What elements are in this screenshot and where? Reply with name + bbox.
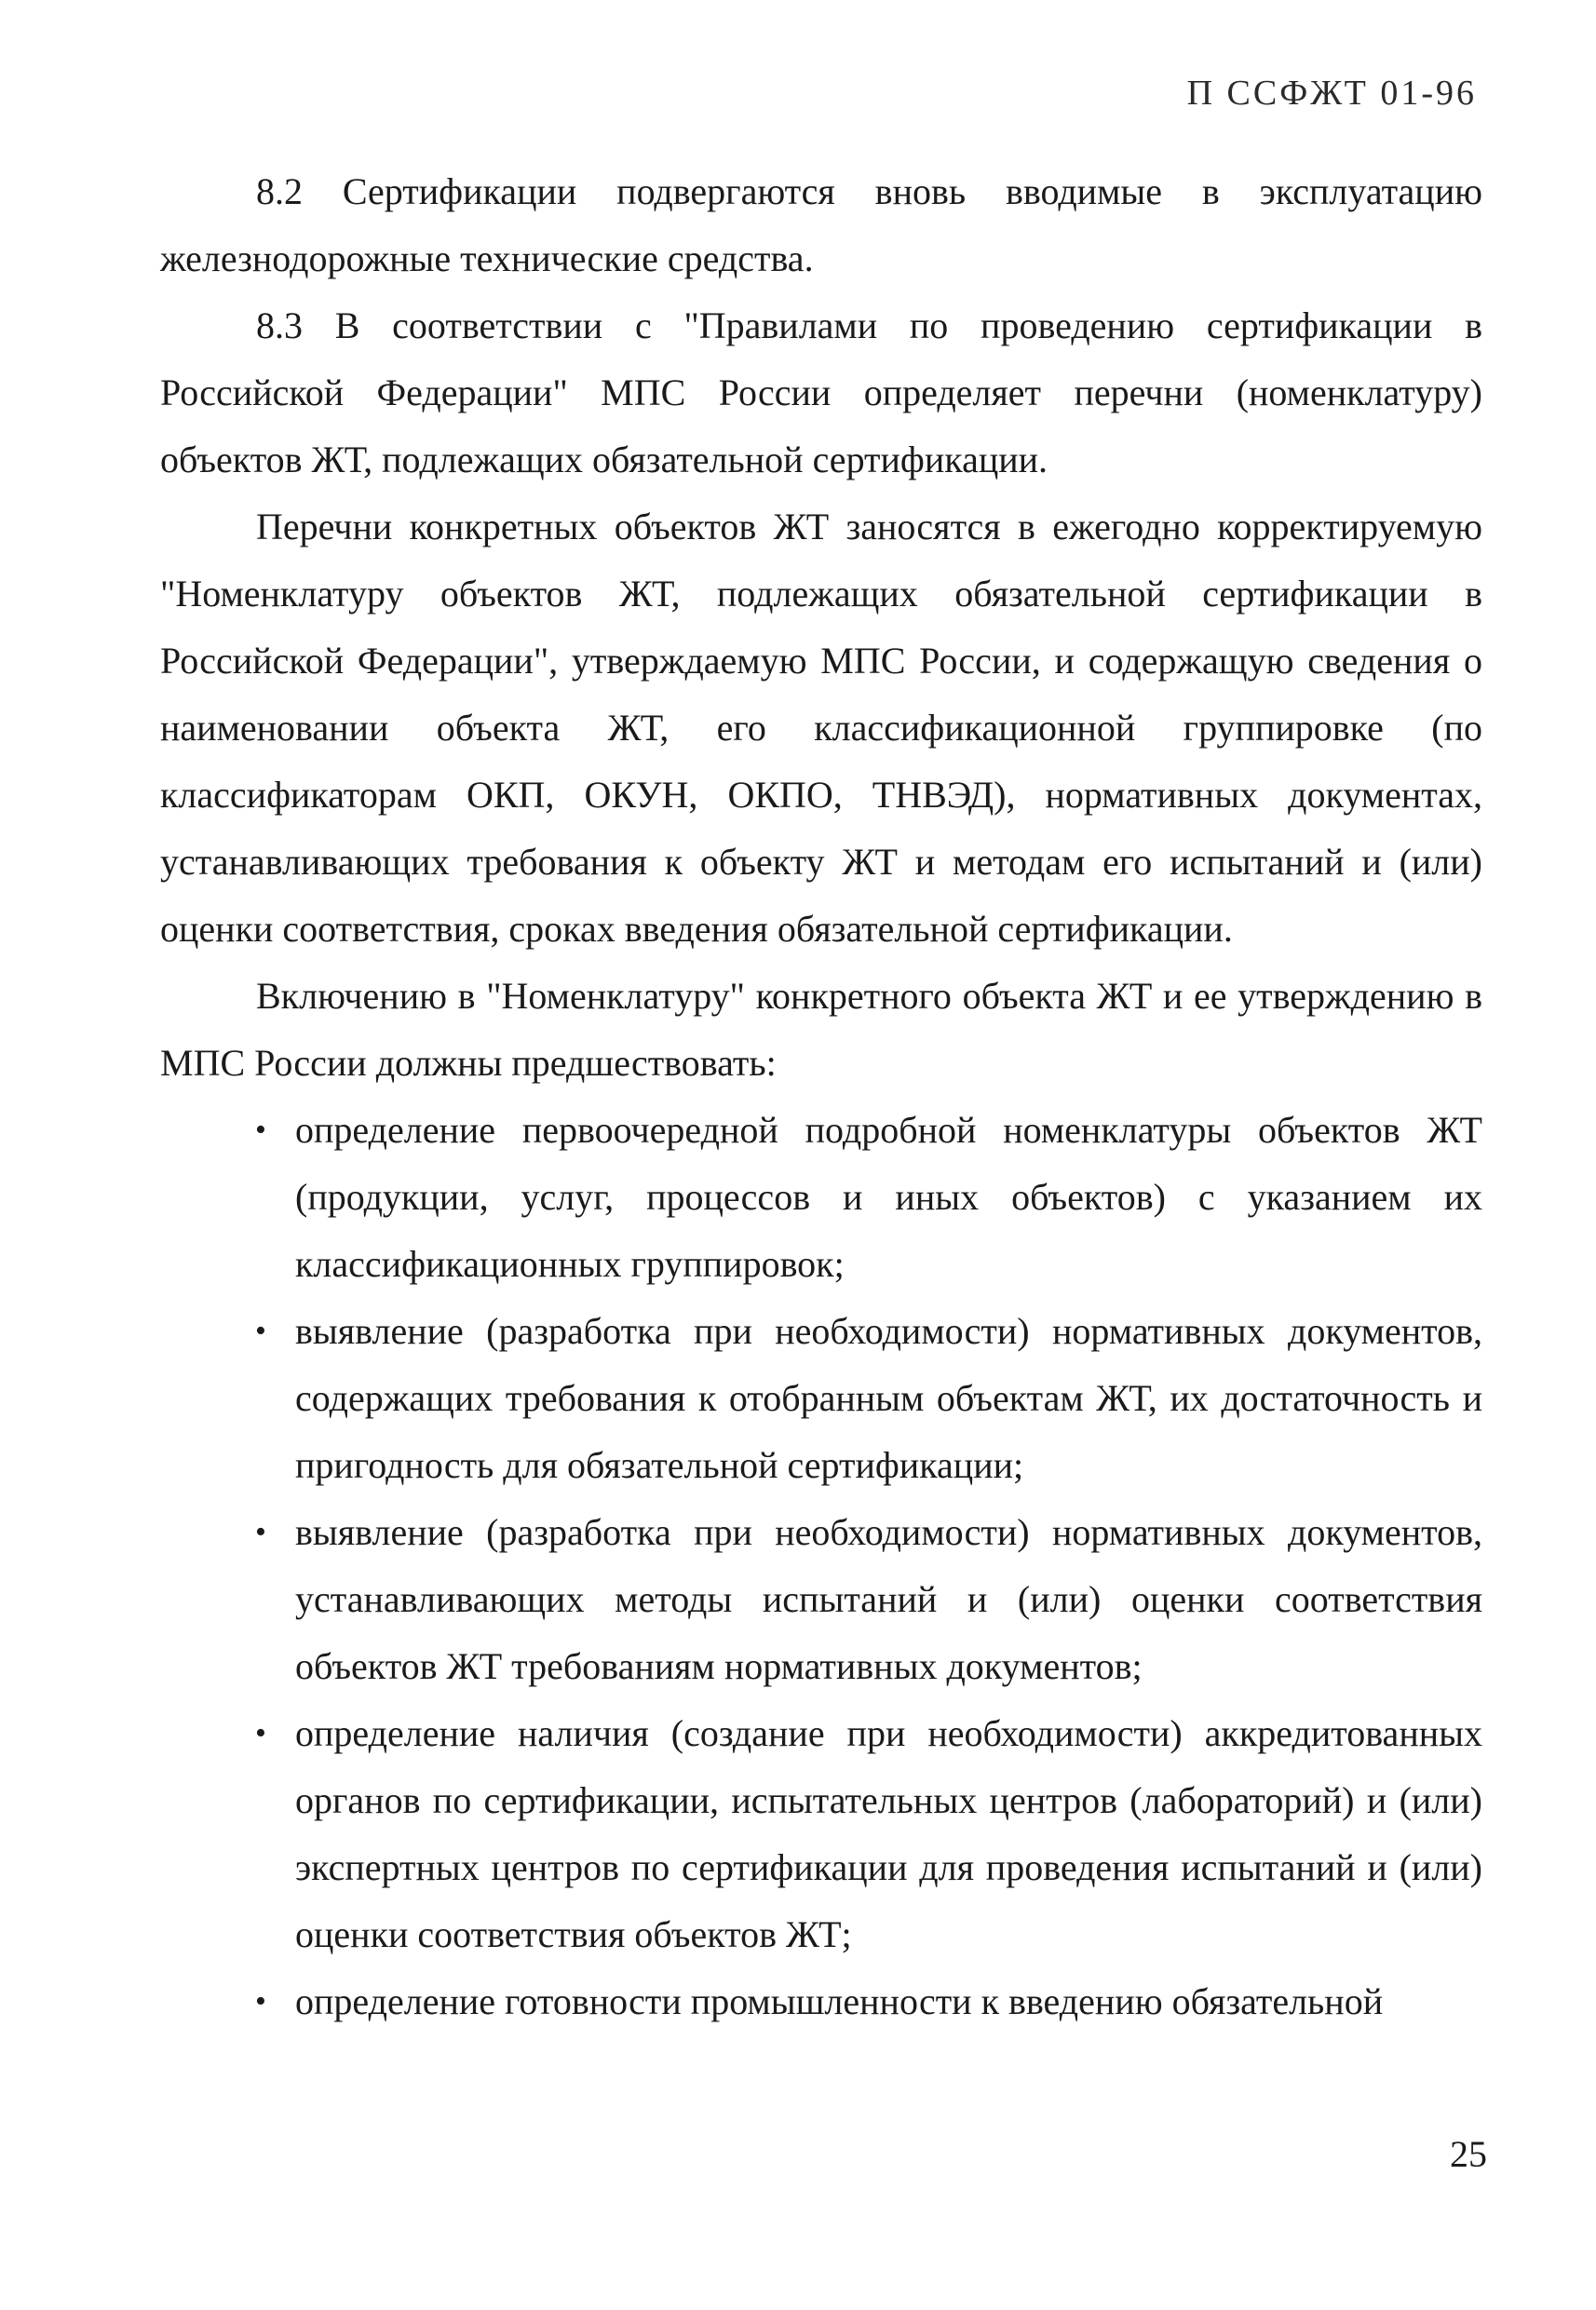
bullet-icon: •: [255, 1113, 266, 1147]
list-item: [160, 1298, 1482, 1499]
bullet-icon: •: [255, 1515, 266, 1549]
page-number: 25: [1450, 2133, 1487, 2175]
list-item: [160, 1499, 1482, 1700]
list-item-text: определение первоочередной подробной номенклатуры объектов ЖТ (продукции, услуг, процессов и иных объектов) с указанием их классификационных группировок;: [295, 1109, 1482, 1285]
bullet-icon: •: [255, 1314, 266, 1348]
list-item-text: выявление (разработка при необходимости) нормативных документов, устанавливающих методы испытаний и (или) оценки соответствия объектов ЖТ требованиям нормативных документов;: [295, 1511, 1482, 1687]
list-item-text: определение готовности промышленности к введению обязательной: [295, 1980, 1384, 2022]
bullet-icon: •: [255, 1716, 266, 1750]
list-item-text: определение наличия (создание при необходимости) аккредитованных органов по сертификации, испытательных центров (лабораторий) и (или) экспертных центров по сертификации для проведения испытаний и (или) оценки соответствия объектов ЖТ;: [295, 1712, 1482, 1955]
document-body: [160, 158, 1482, 2035]
paragraph-8-2: 8.2 Сертификации подвергаются вновь вводимые в эксплуатацию железнодорожные технические средства.: [160, 170, 1482, 279]
list-item: [160, 1968, 1482, 2035]
requirements-list: [160, 1097, 1482, 2035]
paragraph-lists: Перечни конкретных объектов ЖТ заносятся в ежегодно корректируемую "Номенклатуру объектов ЖТ, подлежащих обязательной сертификации в Российской Федерации", утверждаемую МПС России, и содержащую сведения о наименовании объекта ЖТ, его классификационной группировке (по классификаторам ОКП, ОКУН, ОКПО, ТНВЭД), нормативных документах, устанавливающих требования к объекту ЖТ и методам его испытаний и (или) оценки соответствия, сроках введения обязательной сертификации.: [160, 506, 1482, 950]
paragraph-8-3: 8.3 В соответствии с "Правилами по проведению сертификации в Российской Федерации" МПС России определяет перечни (номенклатуру) объектов ЖТ, подлежащих обязательной сертификации.: [160, 304, 1482, 480]
list-item: [160, 1097, 1482, 1298]
list-item-text: выявление (разработка при необходимости) нормативных документов, содержащих требования к отобранным объектам ЖТ, их достаточность и пригодность для обязательной сертификации;: [295, 1310, 1482, 1486]
bullet-icon: •: [255, 1984, 266, 2019]
paragraph-inclusion: Включению в "Номенклатуру" конкретного объекта ЖТ и ее утверждению в МПС России должны предшествовать:: [160, 975, 1482, 1084]
document-code-header: П ССФЖТ 01-96: [1186, 74, 1477, 113]
list-item: [160, 1700, 1482, 1968]
